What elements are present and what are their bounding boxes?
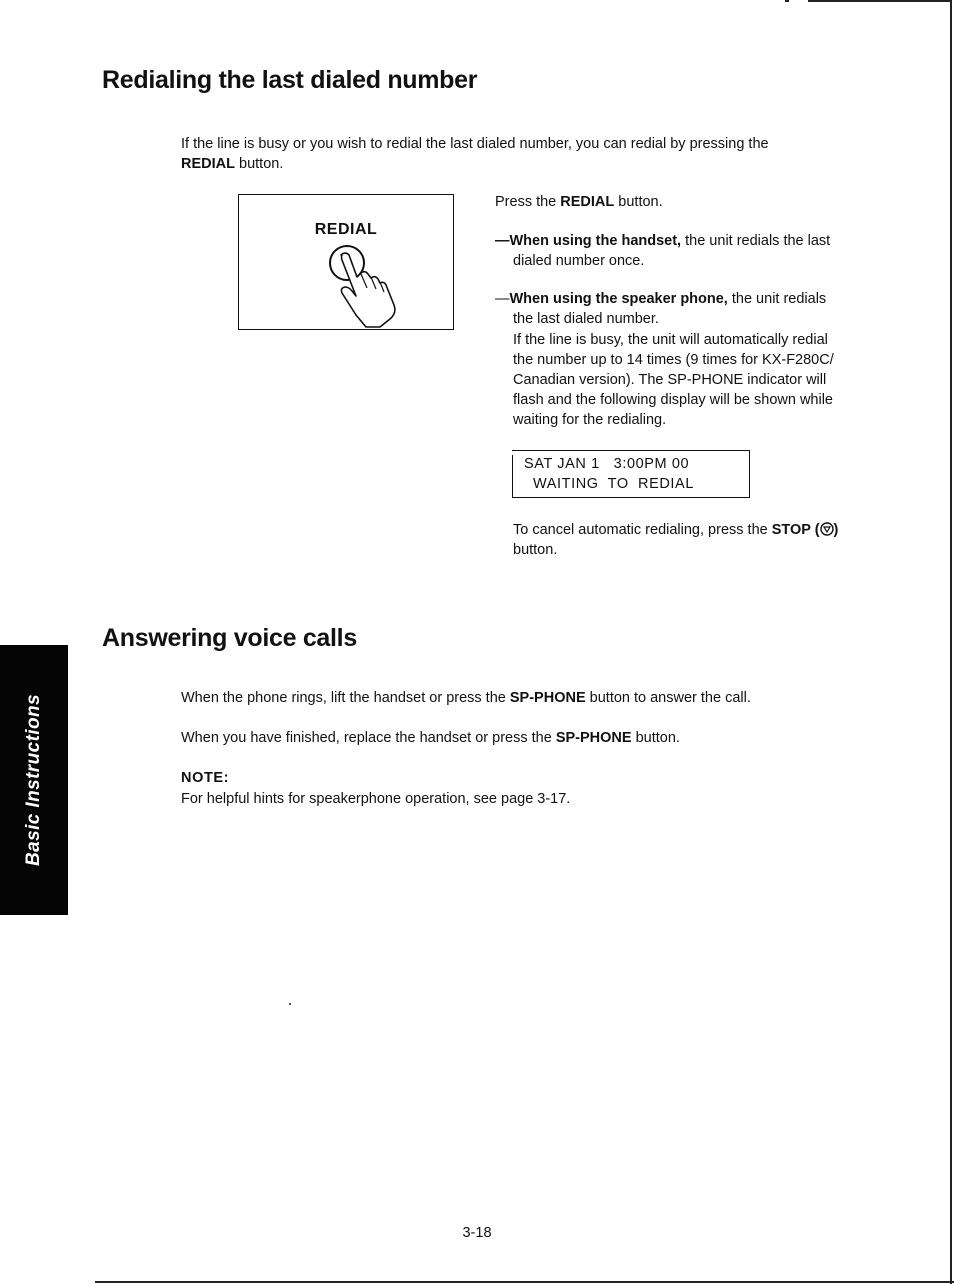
- speaker-paragraph: [495, 289, 895, 329]
- page-border-mark: [785, 0, 789, 2]
- speaker-text-2: the last dialed number.: [513, 311, 659, 327]
- cancel-text: To cancel automatic redialing, press the: [513, 522, 768, 538]
- hand-pressing-button-icon: [317, 243, 403, 329]
- finish-text: When you have finished, replace the handset or press the: [181, 730, 552, 746]
- lcd-line-2: WAITING TO REDIAL: [533, 476, 694, 492]
- handset-text: the unit redials the last: [685, 233, 831, 249]
- busy-line: waiting for the redialing.: [513, 412, 667, 428]
- section-title-answering: Answering voice calls: [102, 624, 357, 652]
- intro-text: If the line is busy or you wish to redial the last dialed number, you can redial by pressing the: [181, 136, 769, 152]
- side-tab-label: Basic Instructions: [23, 694, 44, 866]
- lcd-display: [512, 450, 750, 498]
- step-text: Press the: [495, 194, 557, 210]
- page-border-bottom: [95, 1281, 954, 1283]
- busy-line: flash and the following display will be shown while: [513, 392, 833, 408]
- answer-bold: SP-PHONE: [509, 690, 586, 706]
- answer-text-end: button to answer the call.: [589, 690, 751, 706]
- speaker-dash: —: [495, 291, 510, 307]
- stop-icon: [820, 522, 834, 536]
- note-label: NOTE:: [181, 770, 230, 786]
- step-text-end: button.: [618, 194, 663, 210]
- handset-bold: —When using the handset,: [495, 233, 682, 249]
- answer-text: When the phone rings, lift the handset or press the: [181, 690, 506, 706]
- step-bold: REDIAL: [560, 194, 615, 210]
- finish-text-end: button.: [635, 730, 680, 746]
- redial-illustration: [238, 194, 454, 330]
- cancel-text-end: button.: [513, 542, 558, 558]
- cancel-bold: STOP (: [771, 522, 820, 538]
- speaker-text: the unit redials: [731, 291, 827, 307]
- section-title-redialing: Redialing the last dialed number: [102, 66, 478, 94]
- speck: [289, 1003, 291, 1005]
- answer-paragraph-2: [181, 728, 881, 748]
- cancel-paragraph: [513, 520, 903, 560]
- note-text: For helpful hints for speakerphone operation, see page 3-17.: [181, 791, 571, 807]
- side-tab: [0, 645, 68, 915]
- busy-line: If the line is busy, the unit will automatically redial: [513, 332, 828, 348]
- page-border-right: [950, 0, 952, 1284]
- intro-bold: REDIAL: [181, 156, 235, 172]
- step-press-redial: [495, 192, 663, 212]
- redial-illustration-label: REDIAL: [314, 221, 378, 238]
- handset-paragraph: [495, 231, 895, 271]
- intro-text-end: button.: [239, 156, 284, 172]
- page-number: 3-18: [462, 1225, 492, 1241]
- answer-paragraph-1: [181, 688, 881, 708]
- busy-line: the number up to 14 times (9 times for KX-F280C/: [513, 352, 834, 368]
- handset-text-2: dialed number once.: [513, 253, 645, 269]
- finish-bold: SP-PHONE: [555, 730, 632, 746]
- page-border-top: [808, 0, 952, 2]
- speaker-bold: When using the speaker phone,: [509, 291, 728, 307]
- busy-line: Canadian version). The SP-PHONE indicator will: [513, 372, 827, 388]
- lcd-line-1: SAT JAN 1 3:00PM 00: [524, 456, 690, 472]
- intro-paragraph: [181, 134, 881, 174]
- cancel-bold-close: ): [833, 522, 839, 538]
- busy-paragraph: [513, 330, 893, 430]
